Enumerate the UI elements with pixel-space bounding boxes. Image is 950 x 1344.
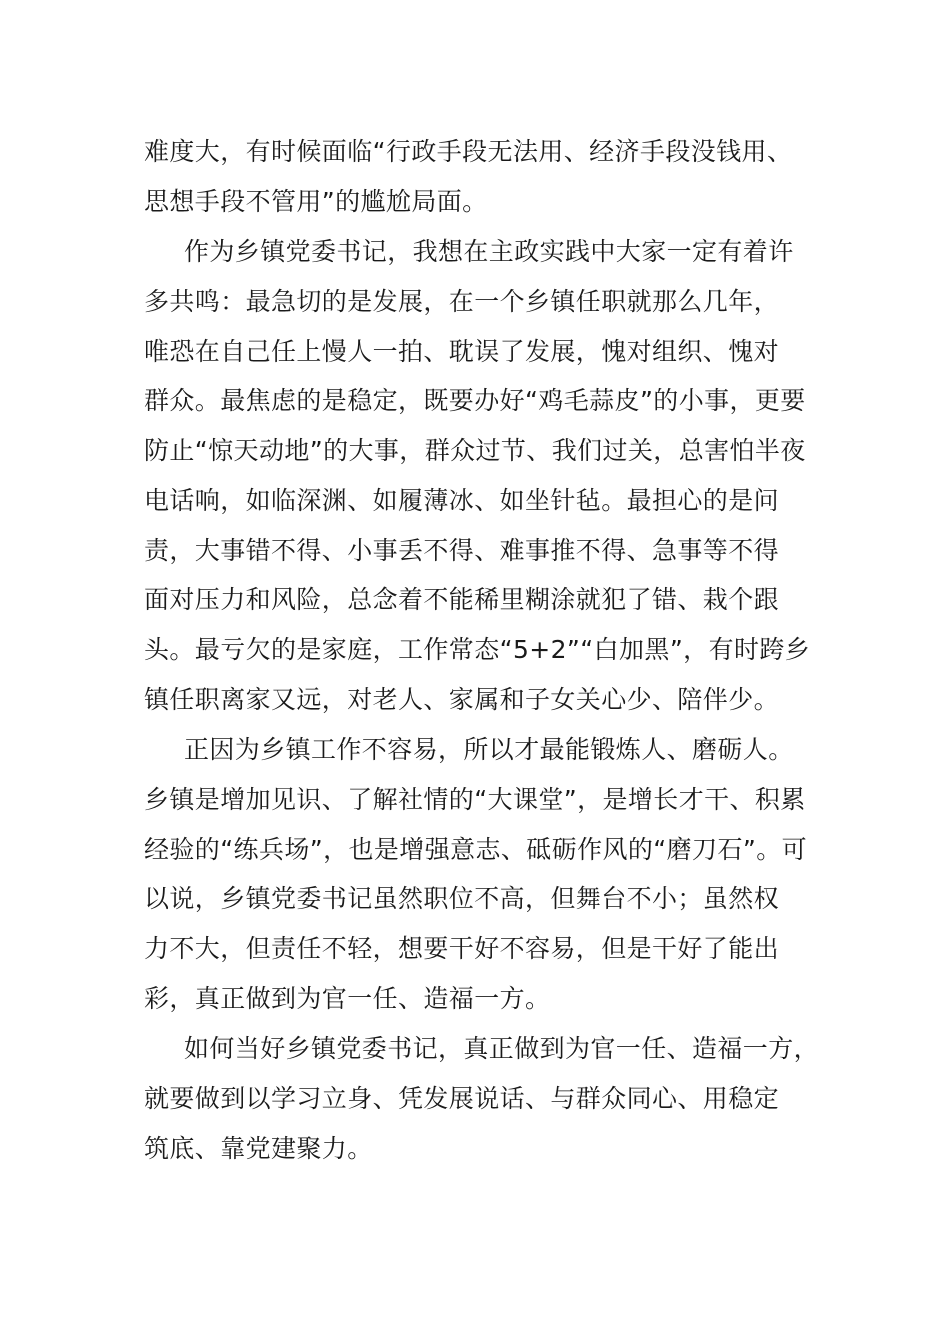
text-line: 就要做到以学习立身、凭发展说话、与群众同心、用稳定 bbox=[144, 1084, 780, 1114]
text-line: 经验的“练兵场”，也是增强意志、砥砺作风的“磨刀石”。可 bbox=[144, 834, 808, 864]
text-line: 唯恐在自己任上慢人一拍、耽误了发展，愧对组织、愧对 bbox=[144, 336, 780, 366]
text-line: 正因为乡镇工作不容易，所以才最能锻炼人、磨砺人。 bbox=[184, 735, 794, 765]
text-line: 群众。最焦虑的是稳定，既要办好“鸡毛蒜皮”的小事，更要 bbox=[144, 386, 806, 416]
text-line: 难度大，有时候面临“行政手段无法用、经济手段没钱用、 bbox=[144, 137, 793, 166]
text-line: 力不大，但责任不轻，想要干好不容易，但是干好了能出 bbox=[144, 934, 780, 963]
text-line: 责，大事错不得、小事丢不得、难事推不得、急事等不得 bbox=[144, 535, 780, 565]
text-line: 乡镇是增加见识、了解社情的“大课堂”，是增长才干、积累 bbox=[144, 784, 806, 814]
text-line: 作为乡镇党委书记，我想在主政实践中大家一定有着许 bbox=[184, 237, 794, 267]
text-line: 头。最亏欠的是家庭，工作常态“5+2”“白加黑”，有时跨乡 bbox=[144, 634, 811, 664]
text-line: 电话响，如临深渊、如履薄冰、如坐针毡。最担心的是问 bbox=[144, 485, 780, 515]
text-line: 如何当好乡镇党委书记，真正做到为官一任、造福一方， bbox=[184, 1034, 820, 1064]
text-line: 面对压力和风险，总念着不能稀里糊涂就犯了错、栽个跟 bbox=[144, 585, 780, 615]
paragraph-1 bbox=[144, 127, 834, 226]
text-line: 以说，乡镇党委书记虽然职位不高，但舞台不小；虽然权 bbox=[144, 884, 780, 914]
text-line: 镇任职离家又远，对老人、家属和子女关心少、陪伴少。 bbox=[144, 684, 780, 714]
paragraph-2 bbox=[144, 227, 834, 724]
paragraph-3 bbox=[144, 725, 834, 1023]
text-line: 筑底、靠党建聚力。 bbox=[144, 1133, 373, 1163]
text-line: 防止“惊天动地”的大事，群众过节、我们过关，总害怕半夜 bbox=[144, 436, 806, 466]
text-line: 思想手段不管用”的尴尬局面。 bbox=[144, 186, 488, 216]
text-line: 彩，真正做到为官一任、造福一方。 bbox=[144, 983, 551, 1013]
paragraph-4 bbox=[144, 1024, 834, 1173]
document-body bbox=[144, 127, 834, 1173]
text-line: 多共鸣：最急切的是发展，在一个乡镇任职就那么几年， bbox=[144, 287, 780, 317]
